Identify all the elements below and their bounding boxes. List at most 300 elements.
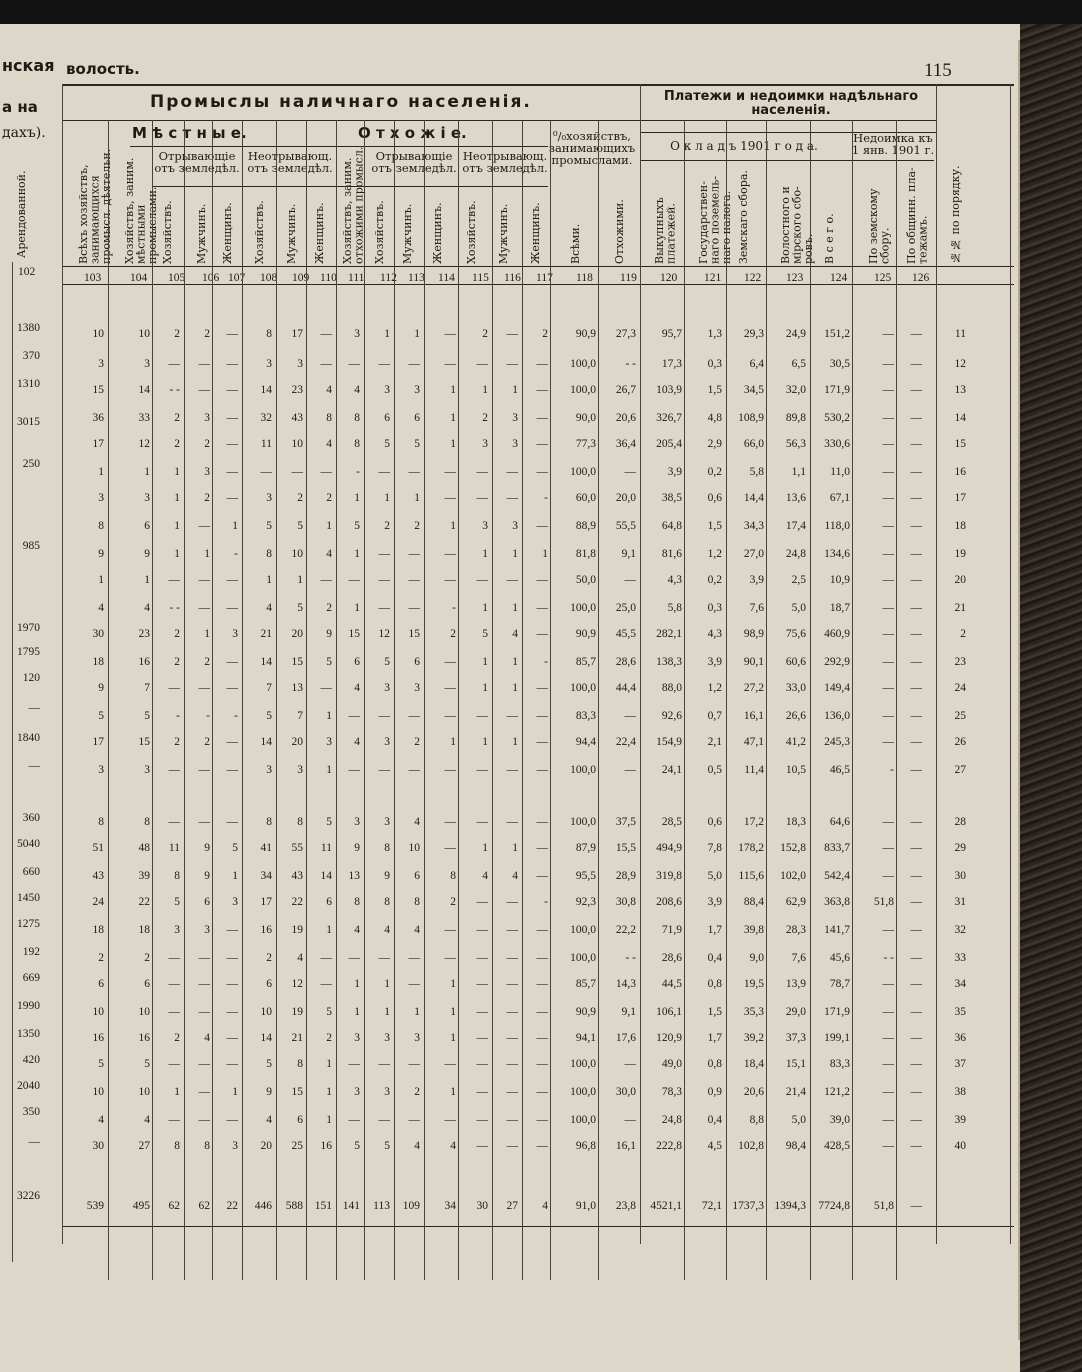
table-cell: 3 (204, 466, 210, 478)
table-cell: 16,1 (615, 1140, 636, 1152)
table-cell: 8 (450, 870, 456, 882)
table-cell: 4 (384, 924, 390, 936)
table-cell: 88,9 (575, 520, 596, 532)
table-cell: 4 (354, 682, 360, 694)
vertical-column-header: Хозяйствъ. (465, 200, 478, 264)
table-cell: 1 (354, 602, 360, 614)
table-cell: 90,9 (575, 328, 596, 340)
table-cell: — (506, 816, 518, 828)
table-cell: 90,1 (743, 656, 764, 668)
table-cell: 5 (144, 1058, 150, 1070)
column-number: 121 (704, 272, 722, 284)
table-cell: 48 (138, 842, 150, 854)
table-cell: 14,3 (615, 978, 636, 990)
table-cell: 4 (450, 1140, 456, 1152)
column-rule (598, 120, 599, 1280)
table-cell: 6 (414, 656, 420, 668)
table-cell: 15,5 (615, 842, 636, 854)
total-cell: 91,0 (575, 1200, 596, 1212)
table-cell: 120,9 (656, 1032, 682, 1044)
table-cell: 3 (266, 764, 272, 776)
total-cell: 30 (476, 1200, 488, 1212)
table-cell: — (320, 978, 332, 990)
table-cell: — (226, 736, 238, 748)
table-cell: — (910, 520, 922, 532)
table-cell: — (882, 710, 894, 722)
table-cell: 0,3 (707, 602, 722, 614)
table-cell: 1,7 (707, 924, 722, 936)
table-cell: 2 (174, 1032, 180, 1044)
left-page-value: 5040 (17, 838, 40, 850)
table-cell: — (506, 896, 518, 908)
table-cell: — (444, 764, 456, 776)
table-cell: 5 (266, 710, 272, 722)
column-rule (152, 120, 153, 1280)
table-cell: 103,9 (656, 384, 682, 396)
table-cell: — (348, 574, 360, 586)
table-cell: 3,9 (707, 656, 722, 668)
table-cell: — (198, 602, 210, 614)
table-cell: 34,3 (743, 520, 764, 532)
table-cell: 3 (384, 816, 390, 828)
table-cell: 98,9 (743, 628, 764, 640)
table-cell: — (910, 1032, 922, 1044)
table-cell: 5 (482, 628, 488, 640)
table-cell: — (226, 602, 238, 614)
table-cell: 43 (291, 870, 303, 882)
table-cell: 20 (291, 736, 303, 748)
table-cell: 1 (326, 764, 332, 776)
table-cell: 5 (326, 816, 332, 828)
table-cell: 15 (291, 656, 303, 668)
rule-line (62, 266, 1014, 267)
column-rule (336, 120, 337, 1280)
table-cell: 95,7 (661, 328, 682, 340)
table-cell: 141,7 (824, 924, 850, 936)
table-cell: 0,2 (707, 466, 722, 478)
table-cell: 78,3 (661, 1086, 682, 1098)
table-cell: - (234, 710, 238, 722)
table-cell: 26,7 (615, 384, 636, 396)
table-cell: 5 (144, 710, 150, 722)
table-cell: — (168, 816, 180, 828)
table-cell: 100,0 (570, 1114, 596, 1126)
table-cell: — (226, 682, 238, 694)
column-rule (810, 120, 811, 1280)
total-cell: 4521,1 (650, 1200, 682, 1212)
table-cell: 9,0 (749, 952, 764, 964)
table-cell: — (226, 816, 238, 828)
table-cell: 4 (512, 870, 518, 882)
left-page-value: 660 (22, 866, 40, 878)
table-cell: 14 (138, 384, 150, 396)
table-cell: 88,0 (661, 682, 682, 694)
table-cell: — (536, 466, 548, 478)
table-cell: — (378, 1058, 390, 1070)
column-rule (684, 120, 685, 1280)
table-cell: 38 (954, 1086, 966, 1098)
payments-title: Платежи и недоимки надѣльнаго населенія. (663, 89, 919, 118)
table-cell: 1 (204, 628, 210, 640)
table-cell: 33 (138, 412, 150, 424)
table-cell: 90,0 (575, 412, 596, 424)
table-cell: - (206, 710, 210, 722)
table-cell: 10 (138, 1006, 150, 1018)
table-cell: 1 (512, 736, 518, 748)
table-cell: 1 (482, 842, 488, 854)
table-cell: - (452, 602, 456, 614)
table-cell: 34 (954, 978, 966, 990)
table-cell: 1 (512, 656, 518, 668)
table-cell: — (348, 358, 360, 370)
table-cell: — (536, 1114, 548, 1126)
table-cell: 1 (354, 1006, 360, 1018)
table-cell: 102,0 (780, 870, 806, 882)
table-cell: — (882, 328, 894, 340)
table-cell: — (168, 1006, 180, 1018)
table-cell: — (168, 574, 180, 586)
table-cell: 100,0 (570, 384, 596, 396)
table-cell: 100,0 (570, 682, 596, 694)
table-cell: 1 (174, 548, 180, 560)
table-cell: 3,9 (707, 896, 722, 908)
table-cell: — (506, 328, 518, 340)
table-cell: 10,9 (829, 574, 850, 586)
volost-label: волость. (66, 60, 140, 78)
total-cell: 62 (168, 1200, 180, 1212)
table-cell: 3 (232, 1140, 238, 1152)
table-cell: — (476, 924, 488, 936)
table-cell: 9 (204, 870, 210, 882)
table-cell: 27,0 (743, 548, 764, 560)
table-cell: 56,3 (785, 438, 806, 450)
table-cell: 8 (98, 520, 104, 532)
column-number: 125 (874, 272, 892, 284)
rule-line (62, 84, 1014, 86)
vertical-column-header: Отхожими. (613, 199, 626, 264)
table-cell: - - (883, 952, 894, 964)
table-cell: — (536, 870, 548, 882)
table-cell: 1 (144, 466, 150, 478)
table-cell: 4 (354, 736, 360, 748)
table-cell: 77,3 (575, 438, 596, 450)
table-cell: 1,2 (707, 548, 722, 560)
column-number: 122 (744, 272, 762, 284)
column-number: 111 (348, 272, 365, 284)
table-cell: 24,9 (785, 328, 806, 340)
table-cell: — (408, 602, 420, 614)
table-cell: — (348, 1114, 360, 1126)
table-cell: 9 (98, 682, 104, 694)
table-cell: 15 (954, 438, 966, 450)
table-cell: 3 (512, 520, 518, 532)
table-cell: — (882, 520, 894, 532)
table-cell: 3 (354, 328, 360, 340)
vertical-column-header: В с е г о. (823, 213, 836, 264)
table-cell: 39 (954, 1114, 966, 1126)
column-rule (306, 120, 307, 1280)
table-cell: 26 (954, 736, 966, 748)
local-title: М ѣ с т н ы е. (132, 124, 247, 142)
table-cell: 20 (291, 628, 303, 640)
table-cell: 78,7 (829, 978, 850, 990)
column-number: 123 (786, 272, 804, 284)
table-cell: 23 (291, 384, 303, 396)
table-cell: - - (169, 602, 180, 614)
table-cell: 92,6 (661, 710, 682, 722)
table-cell: - - (625, 952, 636, 964)
table-cell: 10 (260, 1006, 272, 1018)
table-cell: 36,4 (615, 438, 636, 450)
table-cell: 199,1 (824, 1032, 850, 1044)
table-cell: 2,9 (707, 438, 722, 450)
table-cell: 3,9 (749, 574, 764, 586)
column-rule (424, 120, 425, 1280)
table-cell: — (198, 358, 210, 370)
table-cell: — (536, 384, 548, 396)
table-cell: 1 (174, 520, 180, 532)
table-cell: - (176, 710, 180, 722)
table-cell: 34 (260, 870, 272, 882)
table-cell: — (910, 328, 922, 340)
table-cell: — (536, 710, 548, 722)
table-cell: 1 (450, 978, 456, 990)
table-cell: — (536, 520, 548, 532)
table-cell: — (348, 764, 360, 776)
table-cell: — (168, 1058, 180, 1070)
table-cell: 1 (450, 1006, 456, 1018)
table-cell: 8 (354, 412, 360, 424)
table-cell: 15 (92, 384, 104, 396)
table-cell: — (506, 1058, 518, 1070)
table-cell: 41 (260, 842, 272, 854)
table-cell: 2 (266, 952, 272, 964)
table-cell: 30 (92, 628, 104, 640)
table-cell: 1 (482, 656, 488, 668)
table-cell: 4 (354, 384, 360, 396)
table-cell: 9 (326, 628, 332, 640)
table-cell: 1 (144, 574, 150, 586)
table-cell: 71,9 (661, 924, 682, 936)
table-cell: 41,2 (785, 736, 806, 748)
table-cell: - (544, 896, 548, 908)
table-cell: 7 (144, 682, 150, 694)
table-cell: — (408, 952, 420, 964)
table-cell: 1 (450, 1086, 456, 1098)
table-cell: 10 (138, 328, 150, 340)
table-cell: 5,0 (791, 602, 806, 614)
table-cell: 3,9 (667, 466, 682, 478)
table-cell: 2 (326, 1032, 332, 1044)
table-cell: 149,4 (824, 682, 850, 694)
table-cell: 0,4 (707, 952, 722, 964)
left-page-value: 360 (22, 812, 40, 824)
table-cell: 100,0 (570, 952, 596, 964)
table-cell: 17,4 (785, 520, 806, 532)
table-cell: — (506, 1032, 518, 1044)
table-cell: 87,9 (575, 842, 596, 854)
table-cell: — (226, 466, 238, 478)
table-cell: 43 (92, 870, 104, 882)
table-cell: 136,0 (824, 710, 850, 722)
table-cell: 8 (354, 438, 360, 450)
table-cell: — (226, 952, 238, 964)
table-cell: 6 (144, 978, 150, 990)
table-cell: — (536, 412, 548, 424)
table-cell: — (624, 1114, 636, 1126)
left-col-label: Арендованной. (15, 170, 28, 258)
vertical-column-header: Хозяйствъ, заним. отхожими промысл. (341, 146, 366, 264)
table-cell: 24 (954, 682, 966, 694)
table-cell: — (444, 358, 456, 370)
table-cell: 4,8 (707, 412, 722, 424)
table-cell: - - (169, 384, 180, 396)
table-cell: 14 (260, 736, 272, 748)
table-cell: 32 (954, 924, 966, 936)
table-cell: 4 (414, 1140, 420, 1152)
table-cell: 1 (482, 736, 488, 748)
table-cell: 18 (138, 924, 150, 936)
left-page-value: 120 (22, 672, 40, 684)
table-cell: 22 (138, 896, 150, 908)
table-cell: 30,0 (615, 1086, 636, 1098)
table-cell: 3 (144, 358, 150, 370)
table-cell: 8 (354, 896, 360, 908)
table-cell: 0,5 (707, 764, 722, 776)
table-cell: 4 (266, 1114, 272, 1126)
table-cell: 14 (260, 1032, 272, 1044)
table-cell: 15 (138, 736, 150, 748)
table-cell: 35 (954, 1006, 966, 1018)
table-cell: — (476, 952, 488, 964)
table-cell: 1 (414, 492, 420, 504)
table-cell: 20 (260, 1140, 272, 1152)
left-page-value: 1380 (17, 322, 40, 334)
left-page-value: 1450 (17, 892, 40, 904)
table-cell: 6,5 (791, 358, 806, 370)
table-cell: 15 (291, 1086, 303, 1098)
table-cell: — (198, 682, 210, 694)
table-cell: 14 (260, 384, 272, 396)
table-cell: — (536, 1086, 548, 1098)
table-cell: 75,6 (785, 628, 806, 640)
table-cell: 5 (98, 710, 104, 722)
table-cell: 3 (414, 682, 420, 694)
table-cell: — (226, 1114, 238, 1126)
table-cell: 8 (384, 896, 390, 908)
table-cell: — (226, 328, 238, 340)
table-cell: 94,4 (575, 736, 596, 748)
table-cell: 3 (414, 384, 420, 396)
table-cell: — (320, 574, 332, 586)
vertical-column-header: Женщинъ. (221, 202, 234, 264)
left-fragment-a: а на (2, 98, 38, 116)
table-cell: 2 (297, 492, 303, 504)
table-cell: 5 (266, 1058, 272, 1070)
column-rule (640, 84, 641, 1244)
table-cell: 30,5 (829, 358, 850, 370)
table-cell: — (444, 656, 456, 668)
table-cell: — (408, 710, 420, 722)
table-cell: 28,6 (615, 656, 636, 668)
table-cell: 100,0 (570, 358, 596, 370)
table-cell: 30,8 (615, 896, 636, 908)
vertical-column-header: Женщинъ. (313, 202, 326, 264)
left-page-value: 350 (22, 1106, 40, 1118)
table-cell: 43 (291, 412, 303, 424)
table-cell: — (882, 358, 894, 370)
table-cell: — (444, 952, 456, 964)
table-cell: 21 (954, 602, 966, 614)
table-cell: — (624, 466, 636, 478)
table-cell: — (378, 952, 390, 964)
table-cell: 100,0 (570, 1058, 596, 1070)
table-cell: — (536, 764, 548, 776)
table-cell: 44,5 (661, 978, 682, 990)
table-cell: 30 (92, 1140, 104, 1152)
table-cell: — (910, 358, 922, 370)
vertical-column-header: Государствен-наго поземель-наго налога. (697, 176, 734, 264)
table-cell: 8 (144, 816, 150, 828)
table-cell: 88,4 (743, 896, 764, 908)
table-cell: 1 (414, 1006, 420, 1018)
table-cell: — (226, 764, 238, 776)
table-cell: 1 (174, 1086, 180, 1098)
table-cell: 6 (354, 656, 360, 668)
table-cell: 2 (174, 328, 180, 340)
table-cell: 3 (384, 384, 390, 396)
table-cell: 3 (98, 492, 104, 504)
table-cell: 15,1 (785, 1058, 806, 1070)
table-cell: 1,5 (707, 520, 722, 532)
table-cell: 7,6 (791, 952, 806, 964)
table-cell: 2 (98, 952, 104, 964)
table-cell: 13,9 (785, 978, 806, 990)
table-cell: — (882, 384, 894, 396)
table-cell: 2 (174, 656, 180, 668)
left-page-value: 1310 (17, 378, 40, 390)
table-cell: 81,6 (661, 548, 682, 560)
table-cell: 1 (450, 736, 456, 748)
table-cell: 38,5 (661, 492, 682, 504)
table-cell: — (910, 842, 922, 854)
table-cell: 0,7 (707, 710, 722, 722)
total-cell: 588 (285, 1200, 303, 1212)
table-cell: - (356, 466, 360, 478)
column-number: 118 (576, 272, 593, 284)
column-rule (12, 262, 13, 1262)
table-cell: 95,5 (575, 870, 596, 882)
column-rule (212, 120, 213, 1280)
table-cell: 8,8 (749, 1114, 764, 1126)
table-cell: — (320, 952, 332, 964)
table-cell: 85,7 (575, 656, 596, 668)
table-cell: 2 (174, 438, 180, 450)
table-cell: 14 (954, 412, 966, 424)
table-cell: 1,7 (707, 1032, 722, 1044)
vertical-column-header: Хозяйствъ. (253, 200, 266, 264)
table-cell: 45,5 (615, 628, 636, 640)
table-cell: — (198, 520, 210, 532)
table-cell: — (444, 924, 456, 936)
table-cell: 282,1 (656, 628, 682, 640)
table-cell: 6 (326, 896, 332, 908)
table-cell: 64,8 (661, 520, 682, 532)
table-cell: — (506, 710, 518, 722)
table-cell: 4 (98, 1114, 104, 1126)
table-cell: 25 (291, 1140, 303, 1152)
table-cell: 10 (291, 548, 303, 560)
